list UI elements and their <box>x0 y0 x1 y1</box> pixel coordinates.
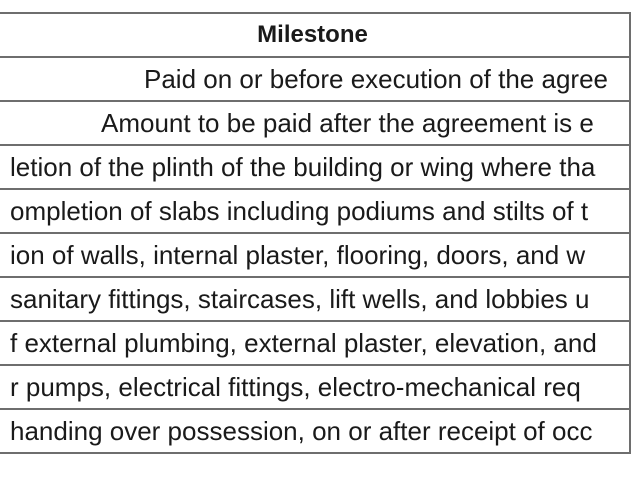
table-row <box>0 101 630 145</box>
milestone-text: handing over possession, on or after receipt of occ <box>10 415 593 446</box>
milestone-cell <box>0 189 630 233</box>
milestone-text: ompletion of slabs including podiums and stilts of t <box>10 195 589 226</box>
table-row <box>0 145 630 189</box>
milestone-cell <box>0 409 630 453</box>
milestone-text: r pumps, electrical fittings, electro-mechanical req <box>10 371 581 402</box>
milestone-cell <box>0 233 630 277</box>
milestone-text: letion of the plinth of the building or wing where tha <box>10 151 596 182</box>
table-header-row <box>0 13 630 57</box>
milestone-cell <box>0 321 630 365</box>
milestone-cell <box>0 277 630 321</box>
milestone-text: Amount to be paid after the agreement is e <box>101 107 594 138</box>
table-row <box>0 57 630 101</box>
table-row <box>0 321 630 365</box>
milestone-column-header: Milestone <box>0 13 630 57</box>
table-row <box>0 365 630 409</box>
milestone-text: ion of walls, internal plaster, flooring, doors, and w <box>10 239 586 270</box>
milestone-cell <box>0 57 630 101</box>
table-row <box>0 189 630 233</box>
milestone-cell <box>0 145 630 189</box>
milestone-text: Paid on or before execution of the agree <box>144 63 608 94</box>
table-row <box>0 277 630 321</box>
milestone-table <box>0 12 631 454</box>
milestone-text: sanitary fittings, staircases, lift wells, and lobbies u <box>10 283 590 314</box>
milestone-cell <box>0 101 630 145</box>
milestone-text: f external plumbing, external plaster, elevation, and <box>10 327 597 358</box>
table-row <box>0 233 630 277</box>
milestone-cell <box>0 365 630 409</box>
table-row <box>0 409 630 453</box>
